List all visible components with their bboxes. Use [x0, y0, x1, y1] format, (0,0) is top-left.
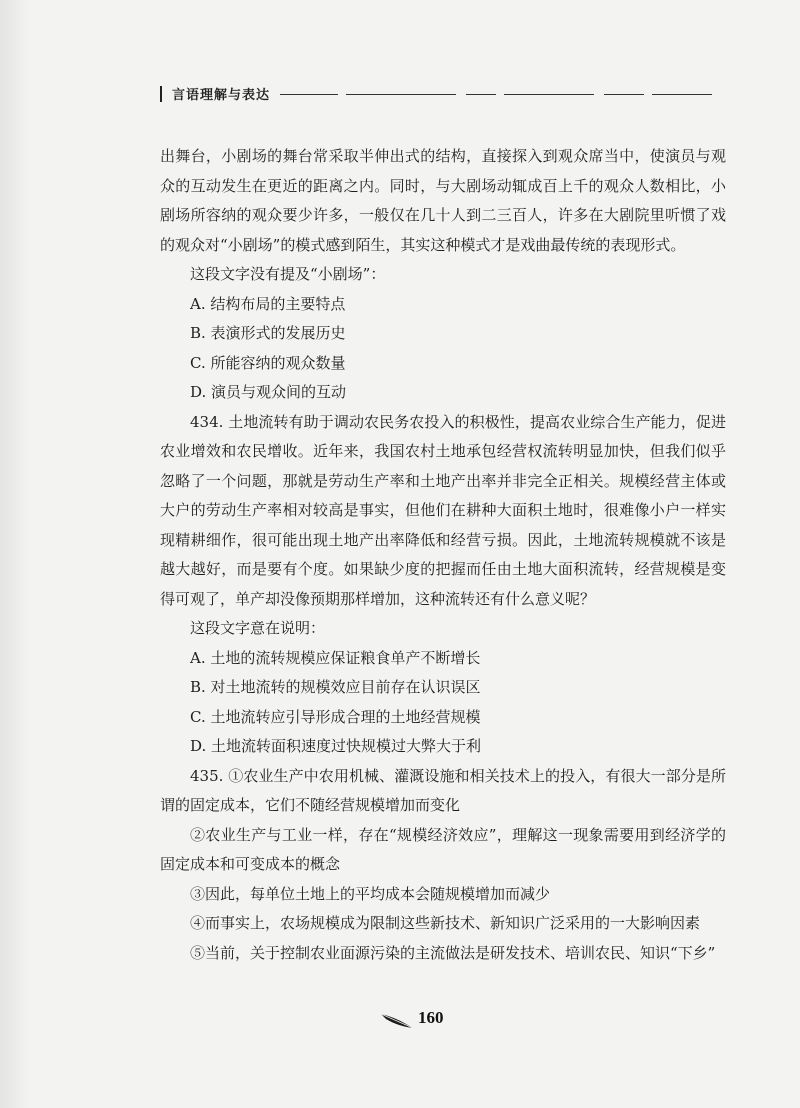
option-a: A. 结构布局的主要特点 [190, 294, 346, 313]
page-number: 160 [418, 1008, 444, 1027]
option-b: B. 表演形式的发展历史 [190, 324, 346, 342]
page-footer [380, 1008, 480, 1032]
question-stem: 这段文字意在说明： [190, 619, 326, 637]
question-435-sentence-4: ④而事实上，农场规模成为限制这些新技术、新知识广泛采用的一大影响因素 [190, 914, 701, 932]
running-header [160, 84, 720, 104]
header-rule [504, 94, 594, 95]
header-rule [604, 94, 644, 95]
option-d: D. 演员与观众间的互动 [190, 383, 347, 401]
passage-continued: 出舞台，小剧场的舞台常采取半伸出式的结构，直接探入到观众席当中，使演员与观众的互动发生在更近的距离之内。同时，与大剧场动辄成百上千的观众人数相比，小剧场所容纳的观众要少许多，一般仅在几十人到二三百人，许多在大剧院里听惯了戏的观众对“小剧场”的模式感到陌生，其实这种模式才是戏曲最传统的表现形式。 [160, 147, 726, 254]
header-rule [652, 94, 712, 95]
question-434-passage: 434. 土地流转有助于调动农民务农投入的积极性，提高农业综合生产能力，促进农业增效和农民增收。近年来，我国农村土地承包经营权流转明显加快，但我们似乎忽略了一个问题，那就是劳动生产率和土地产出率并非完全正相关。规模经营主体或大户的劳动生产率相对较高是事实，但他们在耕种大面积土地时，很难像小户一样实现精耕细作，很可能出现土地产出率降低和经营亏损。因此，土地流转规模就不该是越大越好，而是要有个度。如果缺少度的把握而任由土地大面积流转，经营规模是变得可观了，单产却没像预期那样增加，这种流转还有什么意义呢？ [160, 412, 726, 608]
header-rule [466, 94, 496, 95]
section-title: 言语理解与表达 [172, 88, 271, 103]
option-b: B. 对土地流转的规模效应目前存在认识误区 [190, 678, 481, 696]
option-a: A. 土地的流转规模应保证粮食单产不断增长 [190, 648, 481, 667]
header-bar [160, 86, 162, 102]
header-rule [280, 94, 338, 95]
question-435-sentence-2: ②农业生产与工业一样，存在“规模经济效应”，理解这一现象需要用到经济学的固定成本和可变成本的概念 [160, 825, 726, 873]
option-c: C. 土地流转应引导形成合理的土地经营规模 [190, 707, 481, 726]
page-body [160, 142, 726, 968]
question-435-sentence-1: 435. ①农业生产中农用机械、灌溉设施和相关技术上的投入，有很大一部分是所谓的固定成本，它们不随经营规模增加而变化 [160, 766, 726, 814]
option-c: C. 所能容纳的观众数量 [190, 353, 346, 372]
header-rule [346, 94, 456, 95]
question-435-sentence-5: ⑤当前，关于控制农业面源污染的主流做法是研发技术、培训农民、知识“下乡” [190, 943, 716, 962]
question-stem: 这段文字没有提及“小剧场”： [190, 265, 386, 283]
page-edge-shadow [0, 0, 30, 1108]
feather-icon [380, 1010, 414, 1030]
option-d: D. 土地流转面积速度过快规模过大弊大于利 [190, 737, 482, 755]
question-435-sentence-3: ③因此，每单位土地上的平均成本会随规模增加而减少 [190, 884, 551, 903]
